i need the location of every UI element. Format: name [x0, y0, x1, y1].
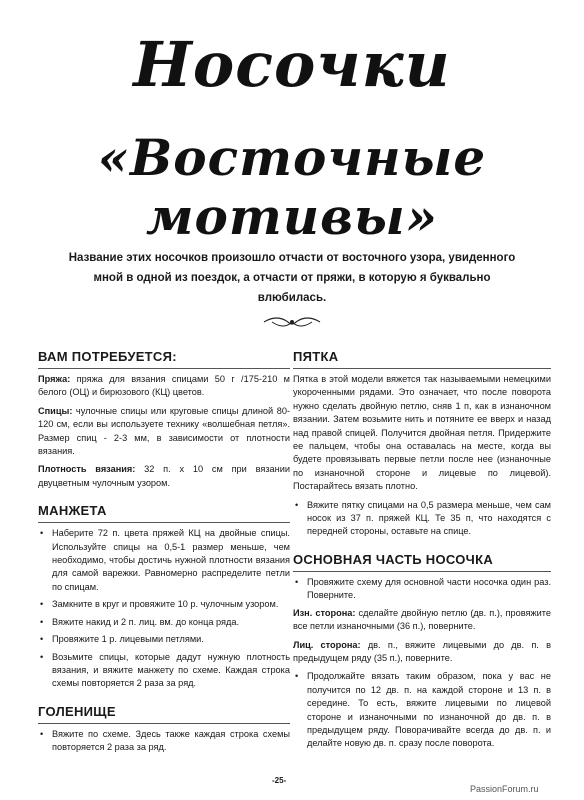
gauge-paragraph — [38, 463, 290, 490]
right-column — [293, 346, 551, 761]
ornament-divider-icon — [262, 312, 322, 332]
main-part-heading: ОСНОВНАЯ ЧАСТЬ НОСОЧКА — [293, 549, 551, 572]
list-item: • Наберите 72 п. цвета пряжей КЦ на двойные спицы. Используйте спицы на 0,5-1 размер меньше, чем необходимо, чтобы достичь нужной плотности вязания для самой варежки. Равномерно распределите петли по спицам. — [38, 527, 290, 594]
materials-heading: ВАМ ПОТРЕБУЕТСЯ: — [38, 346, 290, 369]
list-item: • Вяжите пятку спицами на 0,5 размера меньше, чем сам носок из 37 п. пряжей КЦ. Те 35 п, что находятся с передней стороны, оставьте на спице. — [293, 499, 551, 539]
list-item: • Возьмите спицы, которые дадут нужную плотность вязания, и вяжите манжету по схеме. Каждая строка схемы повторяется 2 раза за ряд. — [38, 651, 290, 691]
yarn-paragraph — [38, 373, 290, 400]
needles-paragraph — [38, 405, 290, 459]
page-subtitle: «Восточные мотивы» — [97, 128, 487, 246]
leg-section — [38, 701, 290, 755]
wrong-side-label: Изн. сторона: — [293, 607, 356, 618]
materials-section — [38, 346, 290, 490]
needles-label: Спицы: — [38, 405, 73, 416]
page-title: Носочки — [133, 28, 451, 101]
heel-section — [293, 346, 551, 539]
intro-paragraph: Название этих носочков произошло отчасти от восточного узора, увиденного мной в одной из поездок, а отчасти от пряжи, в которую я буквально влюбилась. — [68, 252, 516, 304]
left-column — [38, 346, 290, 765]
yarn-label: Пряжа: — [38, 374, 71, 384]
heel-paragraph: Пятка в этой модели вяжется так называемыми немецкими укороченными рядами. Это означает, что после поворота нужно сделать двойную петлю, сняв 1 п, как в изнаночном вязании. Затем возьмите нить и потяните ее вверх и назад над правой спицей. Получится двойная петля. Придержите ее пальцем, чтобы она оставалась на месте, когда вы будете провязывать первые петли после нее (изнаночные по изнаночной стороне и лицевые по лицевой). Постарайтесь вязать плотно. — [293, 374, 551, 492]
main-part-list-2 — [293, 670, 551, 750]
leg-list — [38, 728, 290, 755]
wrong-side-paragraph — [293, 607, 551, 634]
list-item: • Провяжите схему для основной части носочка один раз. Поверните. — [293, 576, 551, 603]
list-item: • Замкните в круг и провяжите 10 р. чулочным узором. — [38, 598, 290, 611]
right-side-paragraph — [293, 639, 551, 666]
cuff-heading: МАНЖЕТА — [38, 500, 290, 523]
list-item: • Вяжите по схеме. Здесь также каждая строка схемы повторяется 2 раза за ряд. — [38, 728, 290, 755]
leg-heading: ГОЛЕНИЩЕ — [38, 701, 290, 724]
cuff-list — [38, 527, 290, 690]
right-side-label: Лиц. сторона: — [293, 639, 361, 650]
list-item: • Продолжайте вязать таким образом, пока у вас не получится по 12 дв. п. на каждой стороне и 13 п. в середине. То есть, вяжите лицевыми по лицевой стороне и изнаночными по изнаночной до дв. п. в предыдущем ряду. Поворачивайте всегда до дв. п. и делайте новую дв. п. сразу после поворота. — [293, 670, 551, 750]
list-item: • Провяжите 1 р. лицевыми петлями. — [38, 633, 290, 646]
yarn-text: пряжа для вязания спицами 50 г /175-210 м белого (ОЦ) и бирюзового (КЦ) цветов. — [38, 374, 290, 398]
heel-list — [293, 499, 551, 539]
gauge-label: Плотность вязания: — [38, 464, 136, 475]
cuff-section — [38, 500, 290, 690]
main-part-list — [293, 576, 551, 603]
wrong-side-text: сделайте двойную петлю (дв. п.), провяжите все петли изнаночными (36 п.), поверните. — [293, 607, 551, 632]
list-item: • Вяжите накид и 2 п. лиц. вм. до конца ряда. — [38, 616, 290, 629]
heel-heading: ПЯТКА — [293, 346, 551, 369]
needles-text: чулочные спицы или круговые спицы длиной 80-120 см, если вы используете технику «волшебная петля». Размер спиц - 2-3 мм, в зависимости от плотности вязания. — [38, 405, 290, 457]
main-part-section — [293, 549, 551, 751]
right-side-text: дв. п., вяжите лицевыми до дв. п. в предыдущем ряду (35 п.), поверните. — [293, 639, 551, 663]
watermark: PassionForum.ru — [470, 784, 539, 794]
gauge-text: 32 п. х 10 см при вязании двуцветным чулочным узором. — [38, 464, 290, 488]
page-number: -25- — [272, 776, 287, 785]
